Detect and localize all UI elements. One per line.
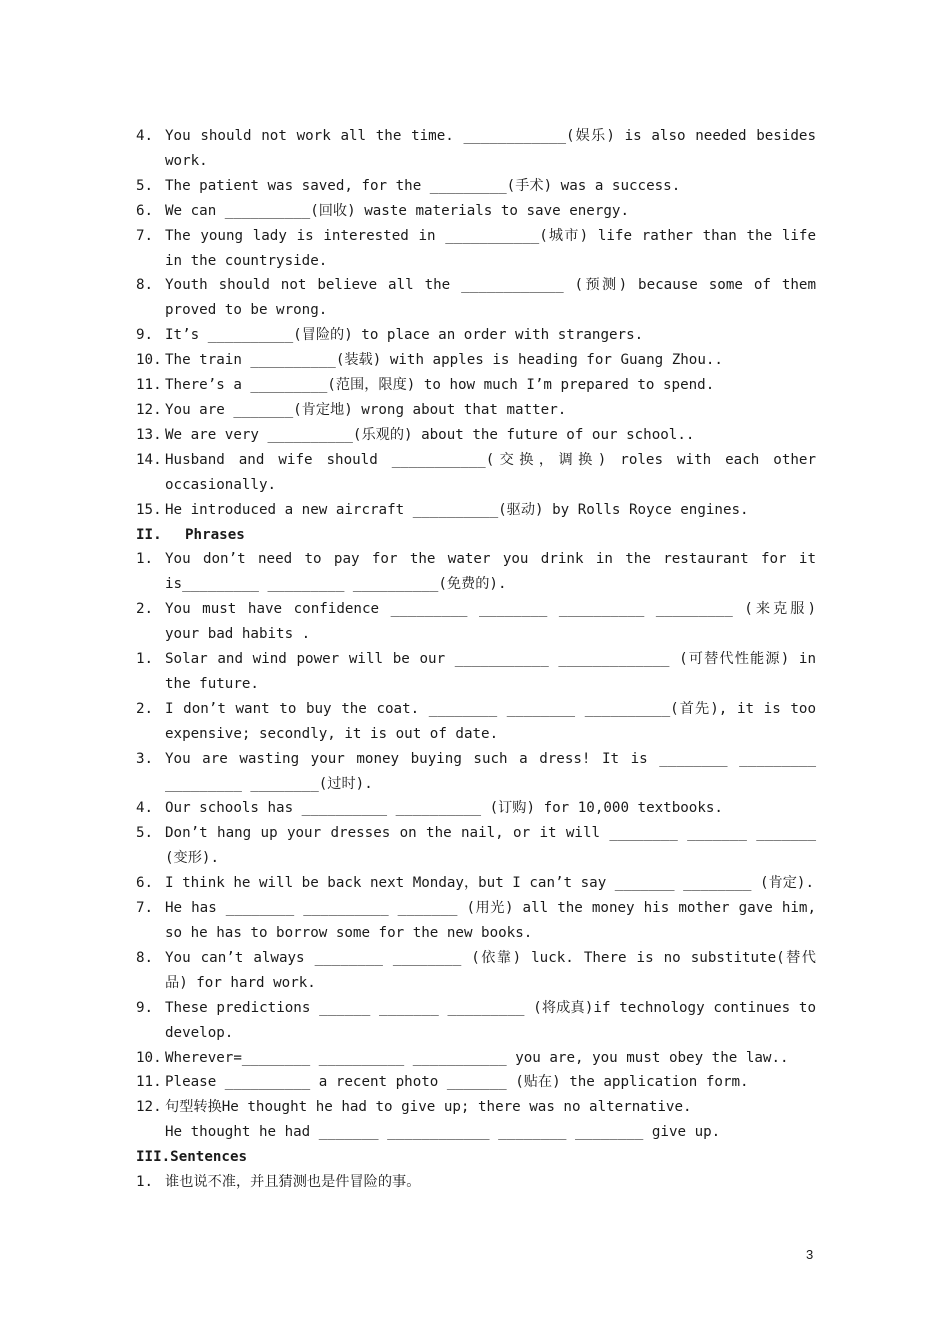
question-text: Wherever=________ __________ ___________ you are, you must obey the law.. <box>165 1049 789 1066</box>
question-text: Youth should not believe all the ____________ (预测) because some of them proved to be wrong. <box>165 277 816 319</box>
question-number: 6. <box>136 875 154 892</box>
question-item <box>136 697 816 747</box>
question-text: There’s a _________(范围，限度) to how much I’m prepared to spend. <box>165 377 715 394</box>
question-number: 4. <box>136 128 154 144</box>
question-number: 3. <box>136 750 154 767</box>
question-text: You should not work all the time. ____________(娱乐) is also needed besides work. <box>165 128 816 169</box>
question-text: Husband and wife should ___________(交换，调换) roles with each other occasionally. <box>165 451 816 493</box>
question-text: You don’t need to pay for the water you drink in the restaurant for it is_________ _________ __________(免费的). <box>165 551 816 593</box>
question-item <box>136 199 816 224</box>
question-text: Don’t hang up your dresses on the nail, or it will ________ _______ _______ (变形). <box>165 825 816 867</box>
question-text: We can __________(回收) waste materials to save energy. <box>165 202 629 219</box>
question-number: 12. <box>136 401 162 418</box>
question-text: Our schools has __________ __________ (订购) for 10,000 textbooks. <box>165 800 723 817</box>
question-number: 5. <box>136 825 154 842</box>
question-number: 1. <box>136 1174 154 1191</box>
question-number: 8. <box>136 277 154 294</box>
question-number: 10. <box>136 1049 162 1066</box>
question-text: The patient was saved, for the _________(手术) was a success. <box>165 177 681 194</box>
question-number: 14. <box>136 451 162 468</box>
question-number: 11. <box>136 377 162 394</box>
question-text: The young lady is interested in ___________(城市) life rather than the life in the countryside. <box>165 227 816 269</box>
question-item <box>136 448 816 498</box>
question-item <box>136 747 816 797</box>
question-item <box>136 174 816 199</box>
question-number: 6. <box>136 202 154 219</box>
question-number: 1. <box>136 551 154 568</box>
question-text: Please __________ a recent photo _______ (贴在) the application form. <box>165 1074 749 1091</box>
question-number: 5. <box>136 177 154 194</box>
question-text: You must have confidence _________ ________ __________ _________ (来克服) your bad habits . <box>165 601 816 643</box>
question-number: 9. <box>136 327 154 344</box>
question-item <box>136 323 816 348</box>
question-text: These predictions ______ _______ _________ (将成真)if technology continues to develop. <box>165 999 816 1041</box>
question-text: The train __________(装载) with apples is heading for Guang Zhou.. <box>165 352 723 369</box>
question-text: He has ________ __________ _______ (用光) all the money his mother gave him, so he has to borrow some for the new books. <box>165 900 816 941</box>
question-item <box>136 871 816 896</box>
question-item <box>136 547 816 597</box>
question-text: I think he will be back next Monday，but I can’t say _______ ________ (肯定). <box>165 875 815 892</box>
question-text: 句型转换He thought he had to give up; there was no alternative. <box>165 1099 692 1116</box>
question-text: He introduced a new aircraft __________(驱动) by Rolls Royce engines. <box>165 501 749 518</box>
question-text: I don’t want to buy the coat. ________ ________ __________(首先), it is too expensive; secondly, it is out of date. <box>165 700 816 742</box>
question-text: You are wasting your money buying such a dress! It is ________ _________ _________ ________(过时). <box>165 750 816 792</box>
question-item <box>136 398 816 423</box>
question-item <box>136 946 816 996</box>
question-item <box>136 1070 816 1095</box>
question-text: Solar and wind power will be our ___________ _____________ (可替代性能源) in the future. <box>165 651 816 692</box>
exercise-content <box>136 124 816 1195</box>
question-text: You can’t always ________ ________ (依靠) luck. There is no substitute(替代品) for hard work. <box>165 949 816 991</box>
question-item <box>136 821 816 871</box>
question-number: 7. <box>136 900 154 917</box>
question-number: 8. <box>136 949 154 966</box>
section-number: III. <box>136 1149 171 1166</box>
section-title: Phrases <box>185 526 245 543</box>
question-text: 谁也说不准，并且猜测也是件冒险的事。 <box>165 1174 421 1191</box>
question-item <box>136 224 816 274</box>
section-title: Sentences <box>170 1149 248 1166</box>
question-item <box>136 647 816 697</box>
question-item <box>136 597 816 647</box>
question-number: 1. <box>136 651 154 668</box>
question-item <box>136 273 816 323</box>
question-item <box>136 373 816 398</box>
question-number: 2. <box>136 700 154 717</box>
question-number: 11. <box>136 1074 162 1091</box>
question-text: It’s __________(冒险的) to place an order with strangers. <box>165 327 644 344</box>
question-item <box>136 1046 816 1071</box>
section-number: II. <box>136 526 162 543</box>
question-number: 15. <box>136 501 162 518</box>
question-number: 10. <box>136 352 162 369</box>
question-number: 2. <box>136 601 154 618</box>
question-text: You are _______(肯定地) wrong about that matter. <box>165 401 567 418</box>
question-number: 12. <box>136 1099 162 1116</box>
question-item <box>136 124 816 174</box>
question-text: We are very __________(乐观的) about the future of our school.. <box>165 426 695 443</box>
question-item <box>136 896 816 946</box>
question-number: 7. <box>136 227 154 244</box>
section-heading-phrases <box>136 523 816 548</box>
question-item <box>136 1095 816 1120</box>
question-item <box>136 498 816 523</box>
question-item <box>136 796 816 821</box>
question-item <box>136 348 816 373</box>
question-item <box>136 996 816 1046</box>
question-item <box>136 423 816 448</box>
question-number: 9. <box>136 999 154 1016</box>
question-number: 13. <box>136 426 162 443</box>
page-number: 3 <box>806 1247 814 1262</box>
question-continuation: He thought he had _______ ____________ ________ ________ give up. <box>165 1124 721 1141</box>
question-item <box>136 1170 816 1195</box>
section-heading-sentences <box>136 1145 816 1170</box>
question-number: 4. <box>136 800 154 817</box>
